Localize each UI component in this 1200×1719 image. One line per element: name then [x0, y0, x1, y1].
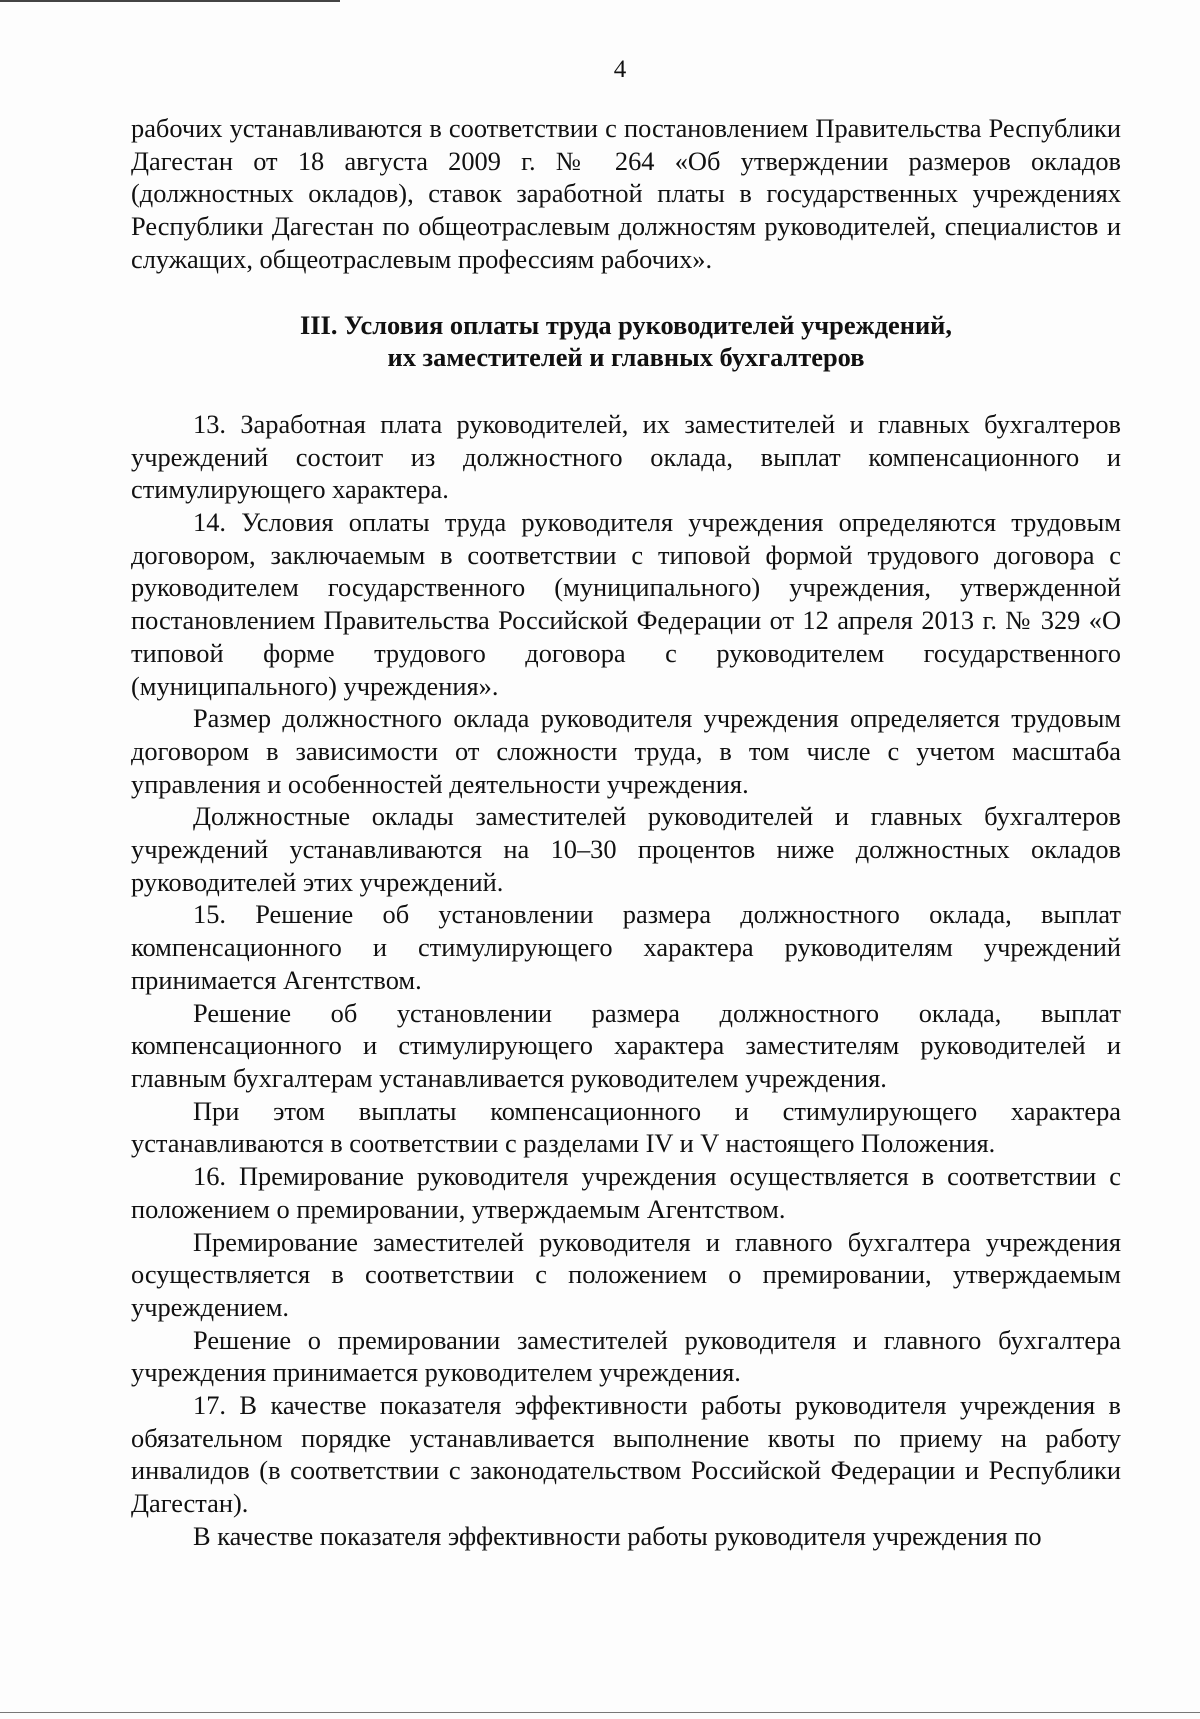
paragraph-15-deputies-decision: Решение об установлении размера должностного оклада, выплат компенсационного и стимулирующего характера заместителям руководителей и главным бухгалтерам устанавливается руководителем учреждения.: [131, 997, 1121, 1093]
section-heading-line-1: III. Условия оплаты труда руководителей учреждений,: [300, 309, 952, 340]
section-heading: [131, 309, 1121, 374]
paragraph-15: 15. Решение об установлении размера должностного оклада, выплат компенсационного и стимулирующего характера руководителям учреждений принимается Агентством.: [131, 899, 1121, 995]
paragraph-16: 16. Премирование руководителя учреждения осуществляется в соответствии с положением о премировании, утверждаемым Агентством.: [131, 1161, 1121, 1224]
scan-edge-bottom: [0, 1712, 1200, 1713]
scan-edge-top: [0, 0, 340, 2]
document-body: [131, 112, 1121, 1553]
paragraph-14: 14. Условия оплаты труда руководителя учреждения определяются трудовым договором, заключаемым в соответствии с типовой формой трудового договора с руководителем государственного (муниципального) учреждения, утвержденной постановлением Правительства Российской Федерации от 12 апреля 2013 г. № 329 «О типовой форме трудового договора с руководителем государственного (муниципального) учреждения».: [131, 507, 1121, 701]
paragraph-13: 13. Заработная плата руководителей, их заместителей и главных бухгалтеров учреждений состоит из должностного оклада, выплат компенсационного и стимулирующего характера.: [131, 408, 1121, 505]
paragraph-continuation: рабочих устанавливаются в соответствии с постановлением Правительства Республики Дагестан от 18 августа 2009 г. № 264 «Об утверждении размеров окладов (должностных окладов), ставок заработной платы в государственных учреждениях Республики Дагестан по общеотраслевым должностям руководителей, специалистов и служащих, общеотраслевым профессиям рабочих».: [131, 113, 1121, 274]
page-number: 4: [613, 56, 627, 83]
paragraph-16-deputies-bonus: Премирование заместителей руководителя и главного бухгалтера учреждения осуществляется в соответствии с положением о премировании, утверждаемым учреждением.: [131, 1226, 1121, 1322]
paragraph-16-bonus-decision: Решение о премировании заместителей руководителя и главного бухгалтера учреждения принимается руководителем учреждения.: [131, 1324, 1121, 1388]
paragraph-14-salary-size: Размер должностного оклада руководителя учреждения определяется трудовым договором в зависимости от сложности труда, в том числе с учетом масштаба управления и особенностей деятельности учреждения.: [131, 703, 1121, 799]
paragraph-14-deputy-salaries: Должностные оклады заместителей руководителей и главных бухгалтеров учреждений устанавливаются на 10–30 процентов ниже должностных окладов руководителей этих учреждений.: [131, 801, 1121, 897]
paragraph-17: 17. В качестве показателя эффективности работы руководителя учреждения в обязательном порядке устанавливается выполнение квоты по приему на работу инвалидов (в соответствии с законодательством Российской Федерации и Республики Дагестан).: [131, 1390, 1121, 1519]
paragraph-15-payments: При этом выплаты компенсационного и стимулирующего характера устанавливаются в соответствии с разделами IV и V настоящего Положения.: [131, 1095, 1121, 1159]
section-heading-line-2: их заместителей и главных бухгалтеров: [387, 342, 865, 373]
paragraph-17-continued: В качестве показателя эффективности работы руководителя учреждения по: [193, 1520, 1042, 1551]
